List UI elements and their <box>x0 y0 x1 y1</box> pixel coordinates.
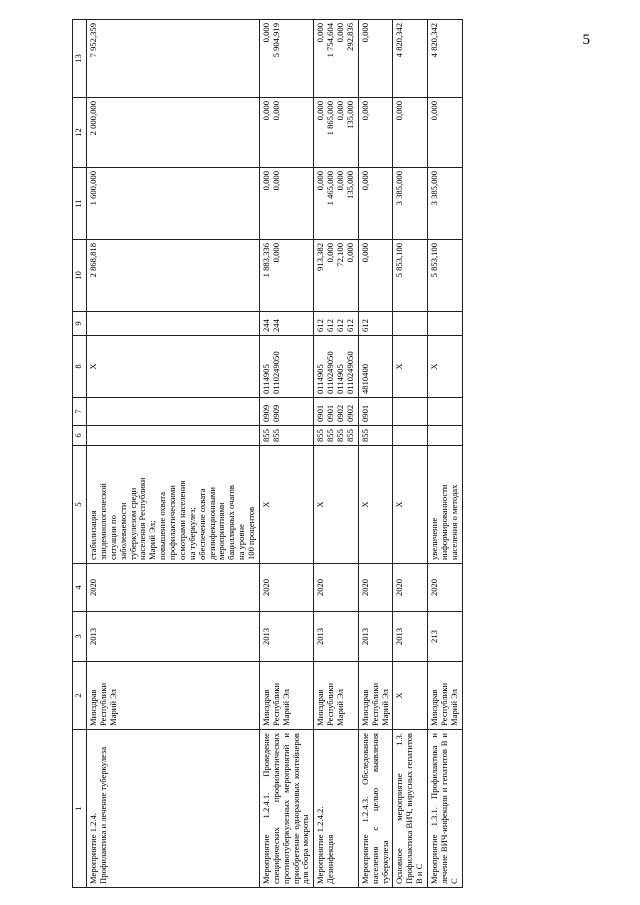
amount-cell: 0,000 1 465,000 0,000 135,000 <box>314 168 359 240</box>
column-header: 3 <box>73 612 87 662</box>
expected-result-cell: увеличение информированности населения о методах <box>428 446 463 564</box>
activity-name-cell: Основное мероприятие 1.3. Профилактика ВИЧ, вирусных гепатитов В и С <box>393 730 428 888</box>
csr-cell: X <box>87 336 260 398</box>
amount-cell: 1 883,336 0,000 <box>259 240 313 312</box>
amount-cell: 0,000 0,000 <box>259 98 313 168</box>
vr-cell: 612 <box>358 312 393 336</box>
start-year-cell: 2013 <box>393 612 428 662</box>
activity-name-cell: Мероприятие 1.2.4.3. Обследование населения с целью выявления туберкулеза <box>358 730 393 888</box>
grbs-cell: 855 <box>358 426 393 446</box>
start-year-cell: 2013 <box>259 612 313 662</box>
amount-cell: 0,000 0,000 <box>259 168 313 240</box>
column-header: 8 <box>73 336 87 398</box>
amount-cell: 4 820,342 <box>393 20 428 98</box>
vr-cell: 244 244 <box>259 312 313 336</box>
end-year-cell: 2020 <box>259 564 313 612</box>
amount-cell: 3 385,000 <box>393 168 428 240</box>
page-number: 5 <box>582 32 590 48</box>
executor-cell: Минздрав Республики Марий Эл <box>259 662 313 730</box>
expected-result-cell: X <box>314 446 359 564</box>
table-row <box>358 20 393 888</box>
csr-cell: 4810400 <box>358 336 393 398</box>
rzpr-cell <box>428 398 463 426</box>
program-table <box>72 19 463 888</box>
amount-cell: 5 853,100 <box>393 240 428 312</box>
expected-result-cell: X <box>358 446 393 564</box>
csr-cell: 0114905 0110249050 0114905 0110249050 <box>314 336 359 398</box>
column-header: 12 <box>73 98 87 168</box>
rzpr-cell <box>393 398 428 426</box>
amount-cell: 0,000 <box>358 98 393 168</box>
rzpr-cell <box>87 398 260 426</box>
column-header: 10 <box>73 240 87 312</box>
column-header: 9 <box>73 312 87 336</box>
start-year-cell: 2013 <box>314 612 359 662</box>
end-year-cell: 2020 <box>358 564 393 612</box>
rzpr-cell: 0901 0901 0902 0902 <box>314 398 359 426</box>
amount-cell: 2 000,000 <box>87 98 260 168</box>
start-year-cell: 2013 <box>87 612 260 662</box>
column-header: 2 <box>73 662 87 730</box>
start-year-cell: 213 <box>428 612 463 662</box>
vr-cell <box>393 312 428 336</box>
table-row <box>259 20 313 888</box>
csr-cell: 0114905 0110249050 <box>259 336 313 398</box>
vr-cell: 612 612 612 612 <box>314 312 359 336</box>
end-year-cell: 2020 <box>393 564 428 612</box>
amount-cell: 0,000 <box>428 98 463 168</box>
end-year-cell: 2020 <box>314 564 359 612</box>
grbs-cell <box>87 426 260 446</box>
expected-result-cell: стабилизация эпидемиологической ситуации по заболеваемости туберкулезом среди населения Республики Марий Эл; повышение охвата профилактическими осмотрами населения на туберкулез; обеспечение охвата дезинфекционными мероприятиями бациллярных очагов на уровне 100 процентов <box>87 446 260 564</box>
rzpr-cell: 0909 0909 <box>259 398 313 426</box>
amount-cell: 5 853,100 <box>428 240 463 312</box>
activity-name-cell: Мероприятие 1.3.1. Профилактика и лечение ВИЧ-инфекции и гепатитов В и С <box>428 730 463 888</box>
executor-cell: Минздрав Республики Марий Эл <box>314 662 359 730</box>
vr-cell <box>87 312 260 336</box>
executor-cell: Минздрав Республики Марий Эл <box>87 662 260 730</box>
grbs-cell: 855 855 855 855 <box>314 426 359 446</box>
table-row <box>428 20 463 888</box>
column-header: 11 <box>73 168 87 240</box>
amount-cell: 0,000 1 865,000 0,000 135,000 <box>314 98 359 168</box>
column-header: 6 <box>73 426 87 446</box>
activity-name-cell: Мероприятие 1.2.4.2. Дезинфекция <box>314 730 359 888</box>
column-header: 7 <box>73 398 87 426</box>
amount-cell: 0,000 <box>358 168 393 240</box>
csr-cell: X <box>428 336 463 398</box>
amount-cell: 2 868,818 <box>87 240 260 312</box>
end-year-cell: 2020 <box>87 564 260 612</box>
csr-cell: X <box>393 336 428 398</box>
amount-cell: 0,000 <box>358 20 393 98</box>
table-row <box>393 20 428 888</box>
table-row <box>314 20 359 888</box>
grbs-cell: 855 855 <box>259 426 313 446</box>
column-header: 1 <box>73 730 87 888</box>
expected-result-cell: X <box>259 446 313 564</box>
amount-cell: 3 385,000 <box>428 168 463 240</box>
activity-name-cell: Мероприятие 1.2.4.1. Проведение специфических профилактических противотуберкулезных мероприятий и приобретение одноразовых контейнеров для сбора мокроты <box>259 730 313 888</box>
executor-cell: Минздрав Республики Марий Эл <box>428 662 463 730</box>
start-year-cell: 2013 <box>358 612 393 662</box>
amount-cell: 0,000 1 754,604 0,000 292,836 <box>314 20 359 98</box>
column-number-row <box>73 20 87 888</box>
rotated-table-frame <box>72 20 634 888</box>
vr-cell <box>428 312 463 336</box>
expected-result-cell: X <box>393 446 428 564</box>
amount-cell: 913,382 0,000 72,100 0,000 <box>314 240 359 312</box>
column-header: 5 <box>73 446 87 564</box>
end-year-cell: 2020 <box>428 564 463 612</box>
rzpr-cell: 0901 <box>358 398 393 426</box>
table-row <box>87 20 260 888</box>
amount-cell: 0,000 5 904,919 <box>259 20 313 98</box>
amount-cell: 0,000 <box>358 240 393 312</box>
amount-cell: 0,000 <box>393 98 428 168</box>
amount-cell: 1 600,000 <box>87 168 260 240</box>
executor-cell: Минздрав Республики Марий Эл <box>358 662 393 730</box>
column-header: 4 <box>73 564 87 612</box>
grbs-cell <box>393 426 428 446</box>
activity-name-cell: Мероприятие 1.2.4. Профилактика и лечение туберкулеза <box>87 730 260 888</box>
column-header: 13 <box>73 20 87 98</box>
amount-cell: 4 820,342 <box>428 20 463 98</box>
amount-cell: 7 952,359 <box>87 20 260 98</box>
grbs-cell <box>428 426 463 446</box>
executor-cell: X <box>393 662 428 730</box>
